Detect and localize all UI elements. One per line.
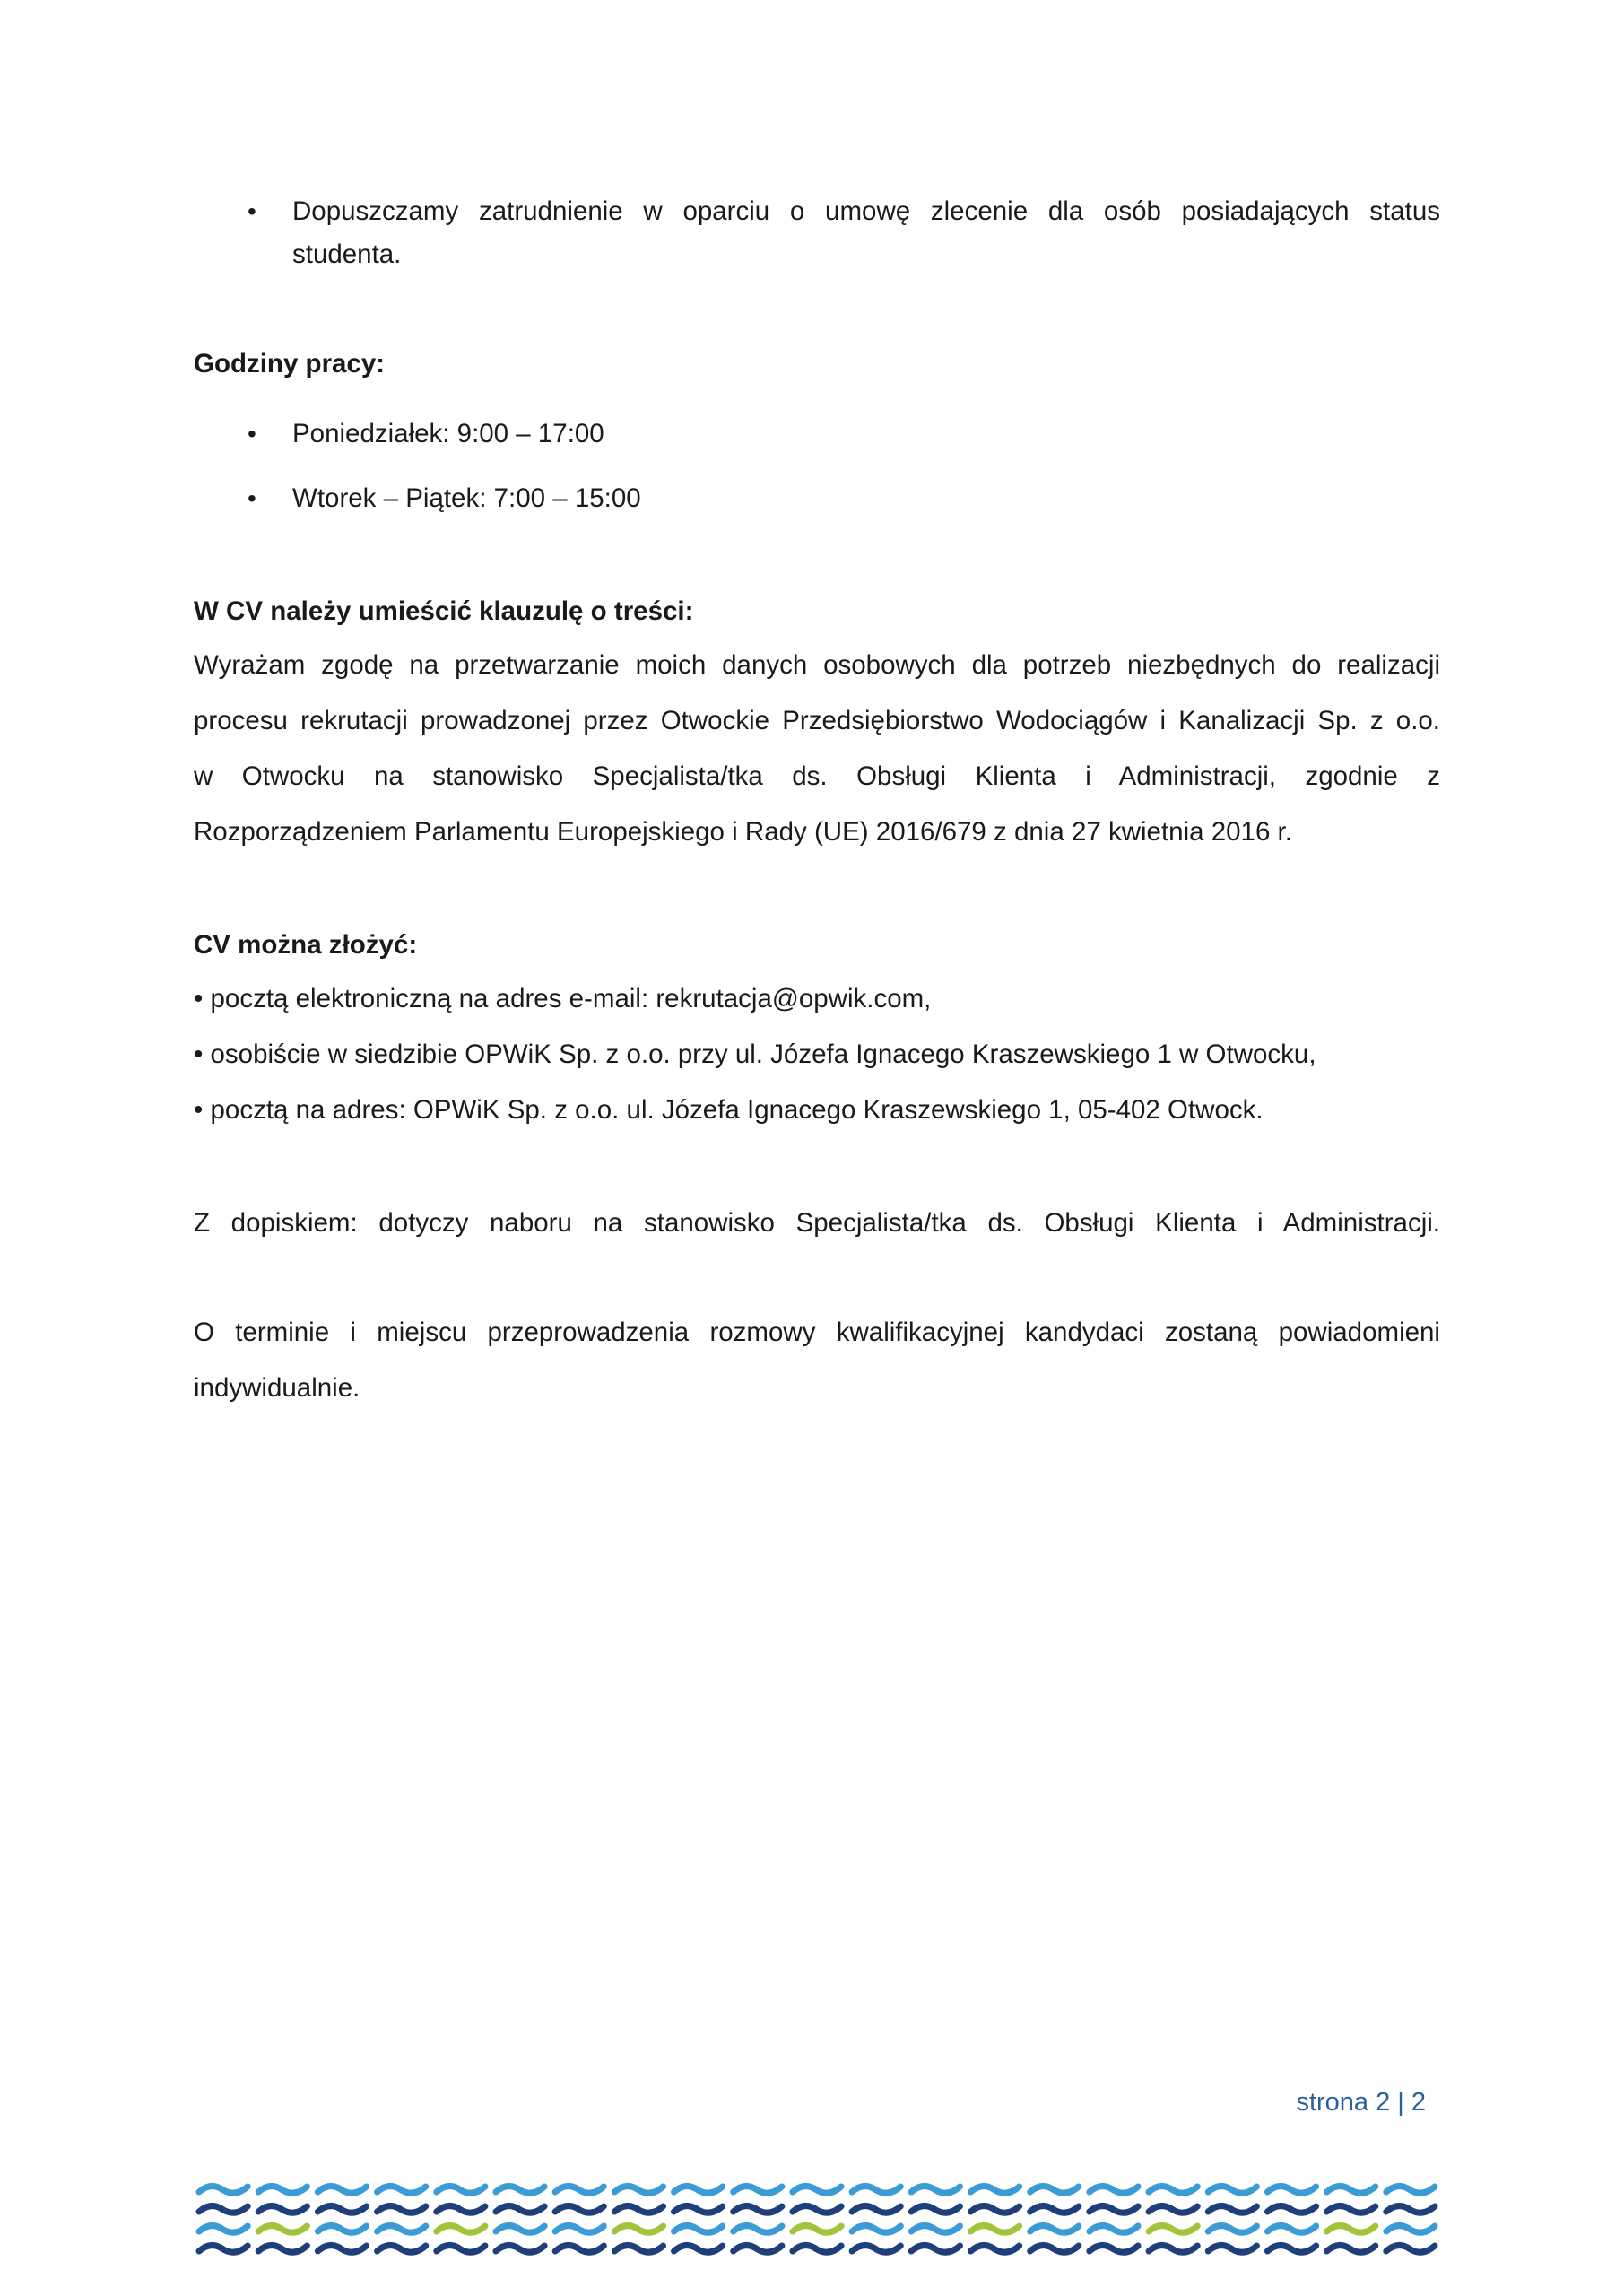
wave-stroke xyxy=(970,2186,1019,2193)
wave-stroke xyxy=(199,2245,248,2252)
wave-stroke xyxy=(674,2186,723,2193)
wave-stroke xyxy=(734,2225,782,2232)
page-number: strona 2 | 2 xyxy=(1296,2088,1426,2117)
wave-stroke xyxy=(911,2186,960,2193)
hours-item xyxy=(194,416,1440,452)
wave-stroke xyxy=(496,2225,544,2232)
bullet-dot: • xyxy=(248,197,256,225)
intro-bullet xyxy=(194,194,1440,274)
wave-stroke xyxy=(1267,2245,1316,2252)
wave-stroke xyxy=(614,2245,663,2252)
wave-stroke xyxy=(1149,2205,1197,2213)
wave-stroke xyxy=(1149,2225,1197,2232)
wave-stroke xyxy=(555,2245,604,2252)
wave-stroke xyxy=(793,2225,841,2232)
wave-stroke xyxy=(555,2186,604,2193)
wave-stroke xyxy=(1208,2186,1256,2193)
wave-stroke xyxy=(1030,2225,1079,2232)
clause-line: procesu rekrutacji prowadzonej przez Otwockie Przedsiębiorstwo Wodociągów i Kanalizacji Sp. z o.o. xyxy=(194,706,1440,735)
clause-line: w Otwocku na stanowisko Specjalista/tka ds. Obsługi Klienta i Administracji, zgodnie z xyxy=(194,761,1440,791)
intro-bullet-line-2: studenta. xyxy=(292,239,402,269)
wave-stroke xyxy=(852,2205,900,2213)
wave-stroke xyxy=(378,2186,426,2193)
wave-stroke xyxy=(496,2245,544,2252)
hours-heading: Godziny pracy: xyxy=(194,349,386,378)
wave-stroke xyxy=(378,2225,426,2232)
wave-stroke xyxy=(1090,2245,1138,2252)
submit-list xyxy=(194,981,1440,1148)
wave-stroke xyxy=(970,2205,1019,2213)
wave-stroke xyxy=(437,2225,485,2232)
wave-stroke xyxy=(734,2245,782,2252)
wave-stroke xyxy=(674,2225,723,2232)
wave-stroke xyxy=(378,2245,426,2252)
bullet-dot: • xyxy=(248,484,256,512)
wave-stroke xyxy=(911,2225,960,2232)
wave-stroke xyxy=(555,2205,604,2213)
wave-stroke xyxy=(911,2245,960,2252)
wave-stroke xyxy=(496,2186,544,2193)
wave-stroke xyxy=(258,2225,307,2232)
wave-stroke xyxy=(970,2245,1019,2252)
wave-stroke xyxy=(317,2225,366,2232)
wave-stroke xyxy=(674,2245,723,2252)
wave-stroke xyxy=(852,2245,900,2252)
wave-stroke xyxy=(614,2186,663,2193)
wave-stroke xyxy=(199,2186,248,2193)
wave-stroke xyxy=(1090,2205,1138,2213)
closing-paragraph xyxy=(194,1315,1440,1406)
wave-stroke xyxy=(1386,2205,1435,2213)
clause-body xyxy=(194,648,1440,870)
wave-stroke xyxy=(199,2205,248,2213)
wave-stroke xyxy=(1090,2225,1138,2232)
bullet-dot: • xyxy=(248,420,256,448)
hours-item xyxy=(194,481,1440,517)
wave-stroke xyxy=(1267,2205,1316,2213)
wave-stroke xyxy=(911,2205,960,2213)
submit-item: • pocztą na adres: OPWiK Sp. z o.o. ul. Józefa Ignacego Kraszewskiego 1, 05-402 Otwock. xyxy=(194,1095,1264,1125)
wave-stroke xyxy=(1208,2225,1256,2232)
wave-stroke xyxy=(1030,2245,1079,2252)
closing-line-1: O terminie i miejscu przeprowadzenia rozmowy kwalifikacyjnej kandydaci zostaną powiadomieni xyxy=(194,1318,1440,1347)
wave-stroke xyxy=(793,2186,841,2193)
wave-stroke xyxy=(1267,2186,1316,2193)
clause-line: Wyrażam zgodę na przetwarzanie moich danych osobowych dla potrzeb niezbędnych do realizacji xyxy=(194,650,1440,680)
wave-stroke xyxy=(437,2186,485,2193)
wave-pattern-decoration xyxy=(194,2170,1440,2269)
wave-stroke xyxy=(1030,2186,1079,2193)
wave-stroke xyxy=(496,2205,544,2213)
clause-heading: W CV należy umieścić klauzulę o treści: xyxy=(194,596,694,626)
wave-stroke xyxy=(258,2205,307,2213)
wave-stroke xyxy=(437,2245,485,2252)
wave-stroke xyxy=(852,2225,900,2232)
wave-stroke xyxy=(317,2205,366,2213)
wave-stroke xyxy=(317,2245,366,2252)
wave-stroke xyxy=(199,2225,248,2232)
wave-stroke xyxy=(970,2225,1019,2232)
note-text: Z dopiskiem: dotyczy naboru na stanowisko Specjalista/tka ds. Obsługi Klienta i Administracji. xyxy=(194,1208,1440,1238)
wave-stroke xyxy=(1327,2186,1376,2193)
wave-stroke xyxy=(1327,2205,1376,2213)
wave-stroke xyxy=(793,2205,841,2213)
wave-stroke xyxy=(852,2186,900,2193)
wave-stroke xyxy=(1327,2225,1376,2232)
wave-stroke xyxy=(1030,2205,1079,2213)
wave-stroke xyxy=(1208,2205,1256,2213)
clause-line: Rozporządzeniem Parlamentu Europejskiego i Rady (UE) 2016/679 z dnia 27 kwietnia 2016 r. xyxy=(194,817,1292,847)
wave-stroke xyxy=(734,2205,782,2213)
wave-stroke xyxy=(614,2205,663,2213)
wave-stroke xyxy=(555,2225,604,2232)
wave-stroke xyxy=(258,2245,307,2252)
wave-stroke xyxy=(734,2186,782,2193)
intro-bullet-line-1: Dopuszczamy zatrudnienie w oparciu o umowę zlecenie dla osób posiadających status xyxy=(292,196,1440,226)
wave-stroke xyxy=(437,2205,485,2213)
closing-line-2: indywidualnie. xyxy=(194,1373,360,1403)
intro-bullet-text xyxy=(292,194,1440,273)
wave-stroke xyxy=(378,2205,426,2213)
wave-stroke xyxy=(1149,2245,1197,2252)
wave-stroke xyxy=(317,2186,366,2193)
submit-heading: CV można złożyć: xyxy=(194,930,418,960)
wave-stroke xyxy=(1208,2245,1256,2252)
wave-stroke xyxy=(1090,2186,1138,2193)
wave-stroke xyxy=(1327,2245,1376,2252)
wave-stroke xyxy=(674,2205,723,2213)
hours-item-text: Wtorek – Piątek: 7:00 – 15:00 xyxy=(292,483,641,513)
wave-stroke xyxy=(1386,2186,1435,2193)
wave-stroke xyxy=(1149,2186,1197,2193)
submit-item: • pocztą elektroniczną na adres e-mail: rekrutacja@opwik.com, xyxy=(194,984,932,1013)
wave-stroke xyxy=(1386,2245,1435,2252)
wave-stroke xyxy=(258,2186,307,2193)
wave-stroke xyxy=(1386,2225,1435,2232)
submit-item: • osobiście w siedzibie OPWiK Sp. z o.o. przy ul. Józefa Ignacego Kraszewskiego 1 w Otwocku, xyxy=(194,1039,1316,1069)
wave-stroke xyxy=(793,2245,841,2252)
wave-stroke xyxy=(614,2225,663,2232)
wave-stroke xyxy=(1267,2225,1316,2232)
hours-item-text: Poniedziałek: 9:00 – 17:00 xyxy=(292,419,604,448)
